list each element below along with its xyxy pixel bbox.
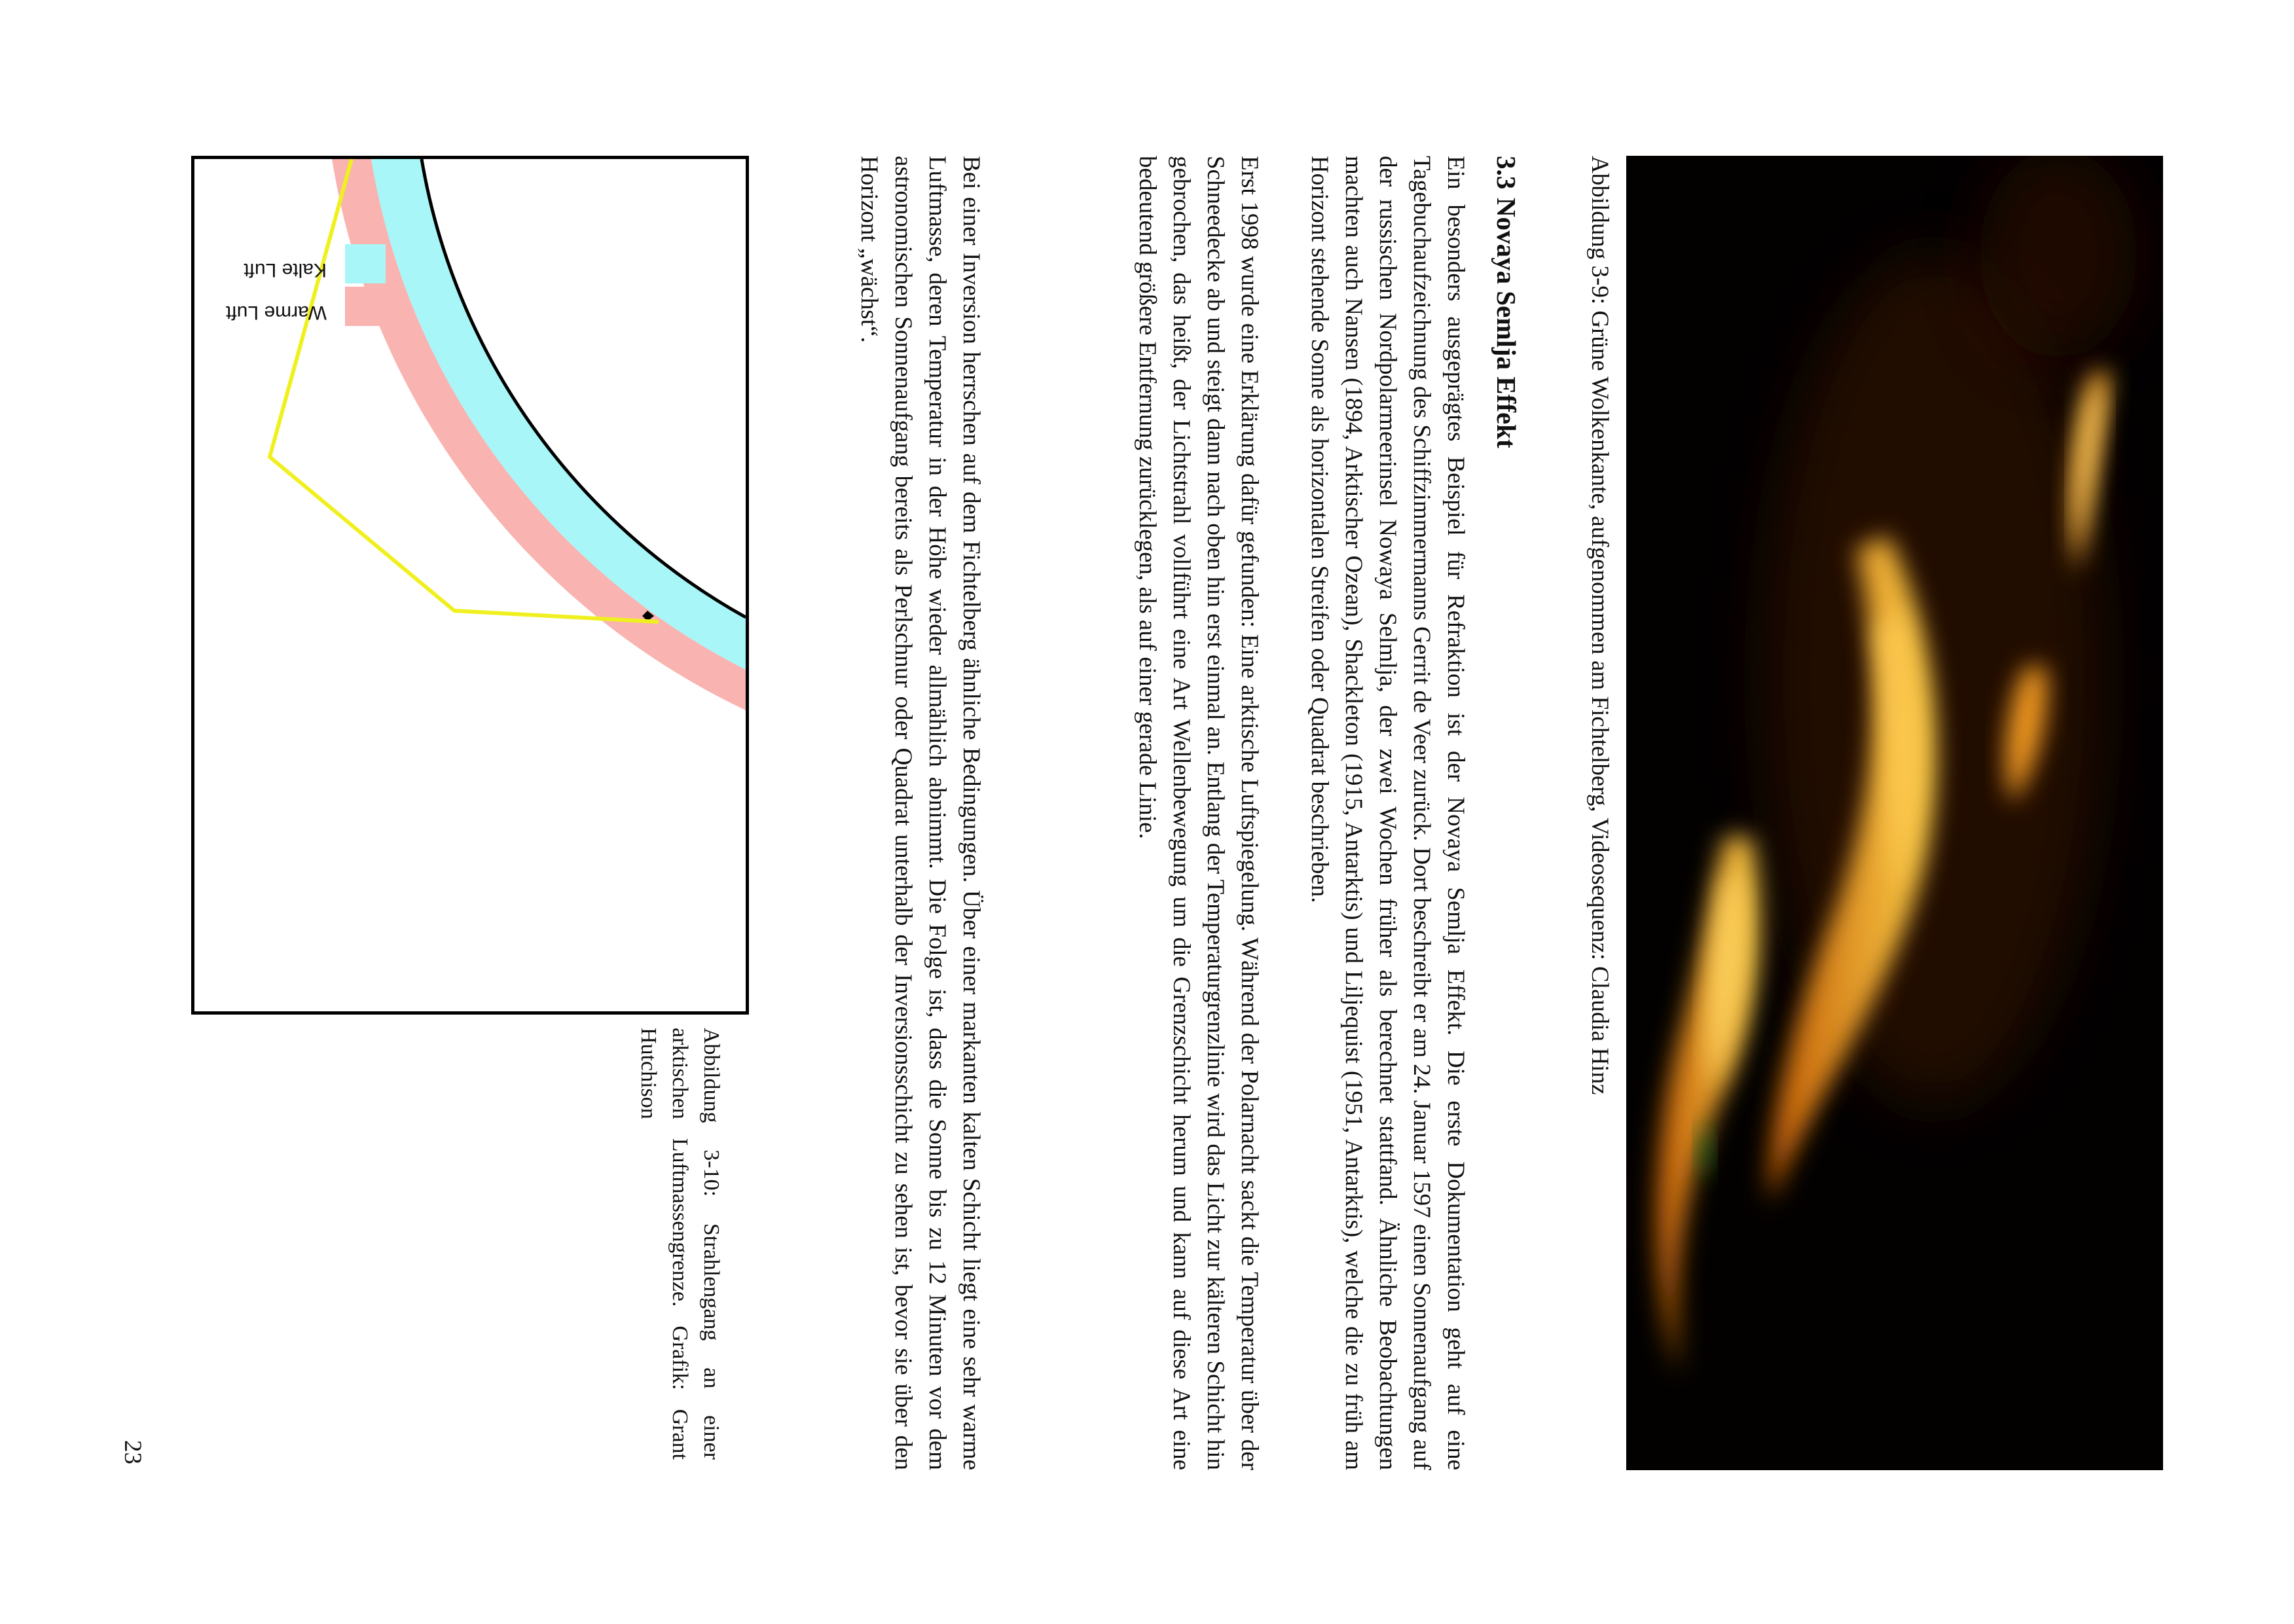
paragraph-1: Ein besonders ausgeprägtes Beispiel für Refraktion ist der Novaya Semlja Effekt. Die erste Dokumentation geht auf eine Tagebuchaufzeichnung des Schiffzimmermanns Gerrit de Veer zurück. Dort beschreibt er am 24. Januar 1597 einen Sonnenaufgang auf der russischen Nordpolarmeerinsel Nowaya Selmlja, der zwei Wochen früher als berechnet stattfand. Ähnliche Beobachtungen machten auch Nansen (1894, Arktischer Ozean), Shackleton (1915, Antarktis) und Liljequist (1951, Antarktis), welche die zu früh am Horizont stehende Sonne als horizontalen Streifen oder Quadrat beschrieben. bbox=[1306, 156, 1469, 1470]
section-number: 3.3 bbox=[1491, 156, 1521, 190]
figure-3-10-caption: Abbildung 3-10: Strahlengang an einer arktischen Luftmassengrenze. Grafik: Grant Hutchison bbox=[636, 1028, 723, 1460]
paragraph-3: Bei einer Inversion herrschen auf dem Fichtelberg ähnliche Bedingungen. Über einer markanten kalten Schicht liegt eine sehr warme Luftmasse, deren Temperatur in der Höhe wieder allmählich abnimmt. Die Folge ist, dass die Sonne bis zu 12 Minuten vor dem astronomischen Sonnenaufgang bereits als Perlschnur oder Quadrat unterhalb der Inversionsschicht zu sehen ist, bevor sie über den Horizont „wächst“. bbox=[856, 156, 985, 1470]
page-number: 23 bbox=[119, 1440, 146, 1464]
legend-label-cold-air: Kalte Luft bbox=[244, 259, 327, 281]
section-heading bbox=[1488, 156, 1525, 448]
figure-3-9-caption: Abbildung 3-9: Grüne Wolkenkante, aufgenommen am Fichtelberg, Videosequenz: Claudia Hinz bbox=[1586, 156, 1613, 1095]
legend-swatch-warm-air bbox=[345, 287, 386, 326]
air-mass-boundary-diagram bbox=[191, 156, 749, 1015]
paragraph-2: Erst 1998 wurde eine Erklärung dafür gefunden: Eine arktische Luftspiegelung. Während der Polarnacht sackt die Temperatur über der Schneedecke ab und steigt dann nach oben hin erst einmal an. Entlang der Temperaturgrenzlinie wird das Licht zur kälteren Schicht hin gebrochen, das heißt, der Lichtstrahl vollführt eine Art Wellenbewegung um die Grenzschicht herum und kann auf diese Art eine bedeutend größere Entfernung zurücklegen, als auf einer gerade Linie. bbox=[1134, 156, 1263, 1470]
legend-swatch-cold-air bbox=[345, 244, 386, 283]
photo-image bbox=[1626, 156, 2163, 1470]
diagram-drawing bbox=[194, 159, 746, 1011]
section-title: Novaya Semlja Effekt bbox=[1491, 198, 1521, 448]
green-cloud-edge-photo bbox=[1626, 156, 2163, 1470]
legend-label-warm-air: Warme Luft bbox=[226, 302, 327, 323]
